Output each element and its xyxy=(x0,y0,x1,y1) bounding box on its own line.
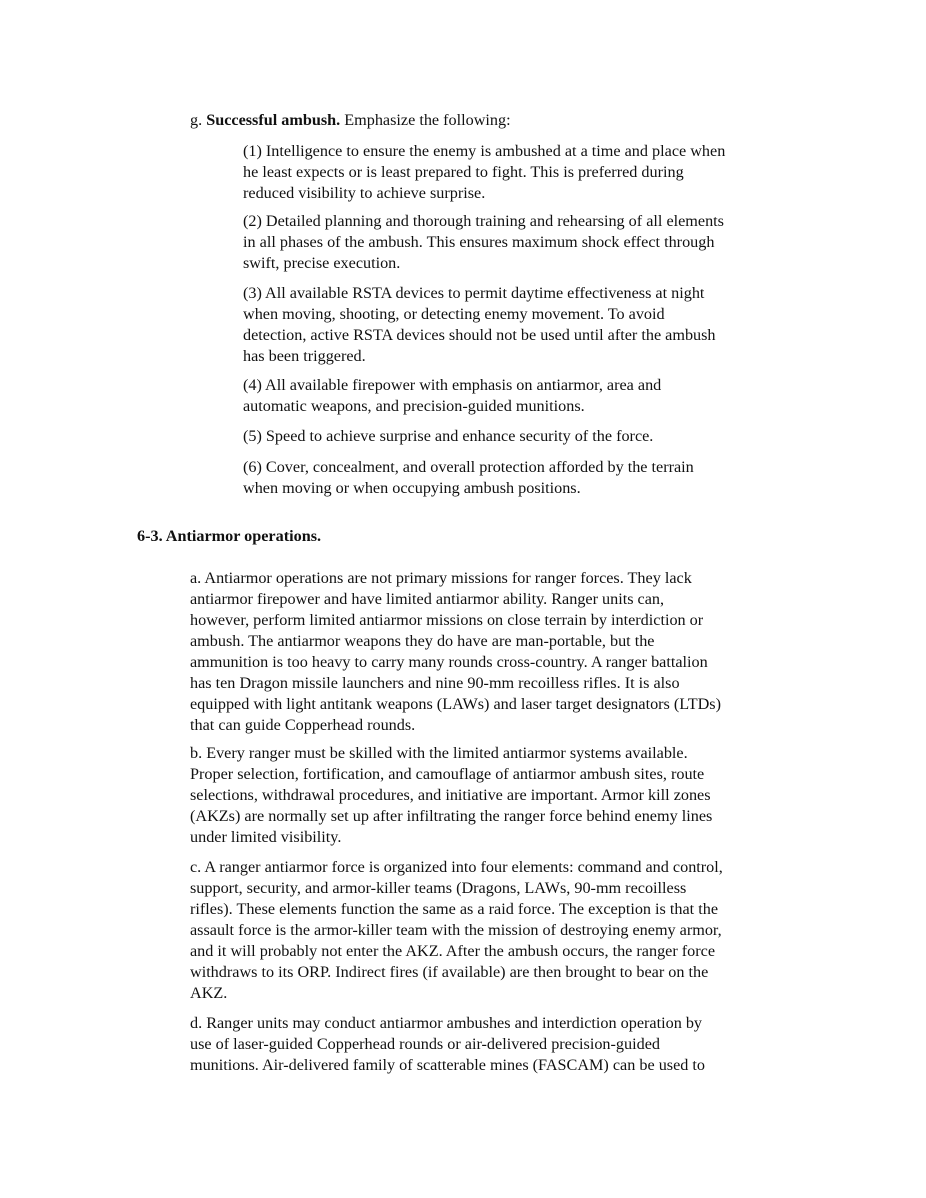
section-g-item-5 xyxy=(243,426,803,447)
section-g-item-3 xyxy=(243,283,803,367)
text-line: (5) Speed to achieve surprise and enhance security of the force. xyxy=(243,427,654,445)
section-g-item-6 xyxy=(243,457,803,499)
text-line: rifles). These elements function the same as a raid force. The exception is that the xyxy=(190,900,718,918)
text-line: (6) Cover, concealment, and overall protection afforded by the terrain xyxy=(243,458,694,476)
section-6-3-paragraph-c xyxy=(190,857,800,1004)
text-line: under limited visibility. xyxy=(190,828,342,846)
text-line: use of laser-guided Copperhead rounds or air-delivered precision-guided xyxy=(190,1035,660,1053)
text-line: (AKZs) are normally set up after infiltrating the ranger force behind enemy lines xyxy=(190,807,713,825)
text-line: c. A ranger antiarmor force is organized into four elements: command and control, xyxy=(190,858,723,876)
text-line: (1) Intelligence to ensure the enemy is ambushed at a time and place when xyxy=(243,142,726,160)
text-line: when moving or when occupying ambush positions. xyxy=(243,479,581,497)
text-line: (2) Detailed planning and thorough training and rehearsing of all elements xyxy=(243,212,724,230)
text-line: has been triggered. xyxy=(243,347,366,365)
text-line: swift, precise execution. xyxy=(243,254,401,272)
section-g-intro: Emphasize the following: xyxy=(344,111,511,129)
text-line: b. Every ranger must be skilled with the limited antiarmor systems available. xyxy=(190,744,688,762)
text-line: a. Antiarmor operations are not primary missions for ranger forces. They lack xyxy=(190,569,692,587)
text-line: munitions. Air-delivered family of scatterable mines (FASCAM) can be used to xyxy=(190,1056,706,1074)
text-line: AKZ. xyxy=(190,984,228,1002)
text-line: automatic weapons, and precision-guided munitions. xyxy=(243,397,585,415)
text-line: antiarmor firepower and have limited antiarmor ability. Ranger units can, xyxy=(190,590,665,608)
text-line: Proper selection, fortification, and camouflage of antiarmor ambush sites, route xyxy=(190,765,705,783)
text-line: that can guide Copperhead rounds. xyxy=(190,716,416,734)
section-g-letter: g. xyxy=(190,111,203,129)
text-line: when moving, shooting, or detecting enemy movement. To avoid xyxy=(243,305,665,323)
text-line: ambush. The antiarmor weapons they do have are man-portable, but the xyxy=(190,632,655,650)
text-line: ammunition is too heavy to carry many rounds cross-country. A ranger battalion xyxy=(190,653,708,671)
text-line: (4) All available firepower with emphasis on antiarmor, area and xyxy=(243,376,662,394)
text-line: withdraws to its ORP. Indirect fires (if available) are then brought to bear on the xyxy=(190,963,709,981)
section-6-3-paragraph-d xyxy=(190,1013,800,1076)
text-line: d. Ranger units may conduct antiarmor ambushes and interdiction operation by xyxy=(190,1014,703,1032)
text-line: selections, withdrawal procedures, and initiative are important. Armor kill zones xyxy=(190,786,711,804)
section-g-title: Successful ambush. xyxy=(206,111,341,129)
text-line: reduced visibility to achieve surprise. xyxy=(243,184,486,202)
text-line: however, perform limited antiarmor missions on close terrain by interdiction or xyxy=(190,611,704,629)
text-line: detection, active RSTA devices should not be used until after the ambush xyxy=(243,326,716,344)
text-line: support, security, and armor-killer teams (Dragons, LAWs, 90-mm recoilless xyxy=(190,879,687,897)
section-g-lead xyxy=(190,110,810,131)
text-line: and it will probably not enter the AKZ. After the ambush occurs, the ranger force xyxy=(190,942,716,960)
section-g-item-1 xyxy=(243,141,803,204)
text-line: in all phases of the ambush. This ensures maximum shock effect through xyxy=(243,233,715,251)
text-line: assault force is the armor-killer team with the mission of destroying enemy armor, xyxy=(190,921,722,939)
text-line: (3) All available RSTA devices to permit daytime effectiveness at night xyxy=(243,284,705,302)
section-6-3-heading: 6-3. Antiarmor operations. xyxy=(137,527,322,545)
text-line: he least expects or is least prepared to fight. This is preferred during xyxy=(243,163,684,181)
section-g-item-2 xyxy=(243,211,803,274)
text-line: equipped with light antitank weapons (LAWs) and laser target designators (LTDs) xyxy=(190,695,721,713)
section-g-item-4 xyxy=(243,375,803,417)
text-line: has ten Dragon missile launchers and nine 90-mm recoilless rifles. It is also xyxy=(190,674,680,692)
section-6-3-paragraph-b xyxy=(190,743,800,848)
section-6-3-paragraph-a xyxy=(190,568,800,736)
